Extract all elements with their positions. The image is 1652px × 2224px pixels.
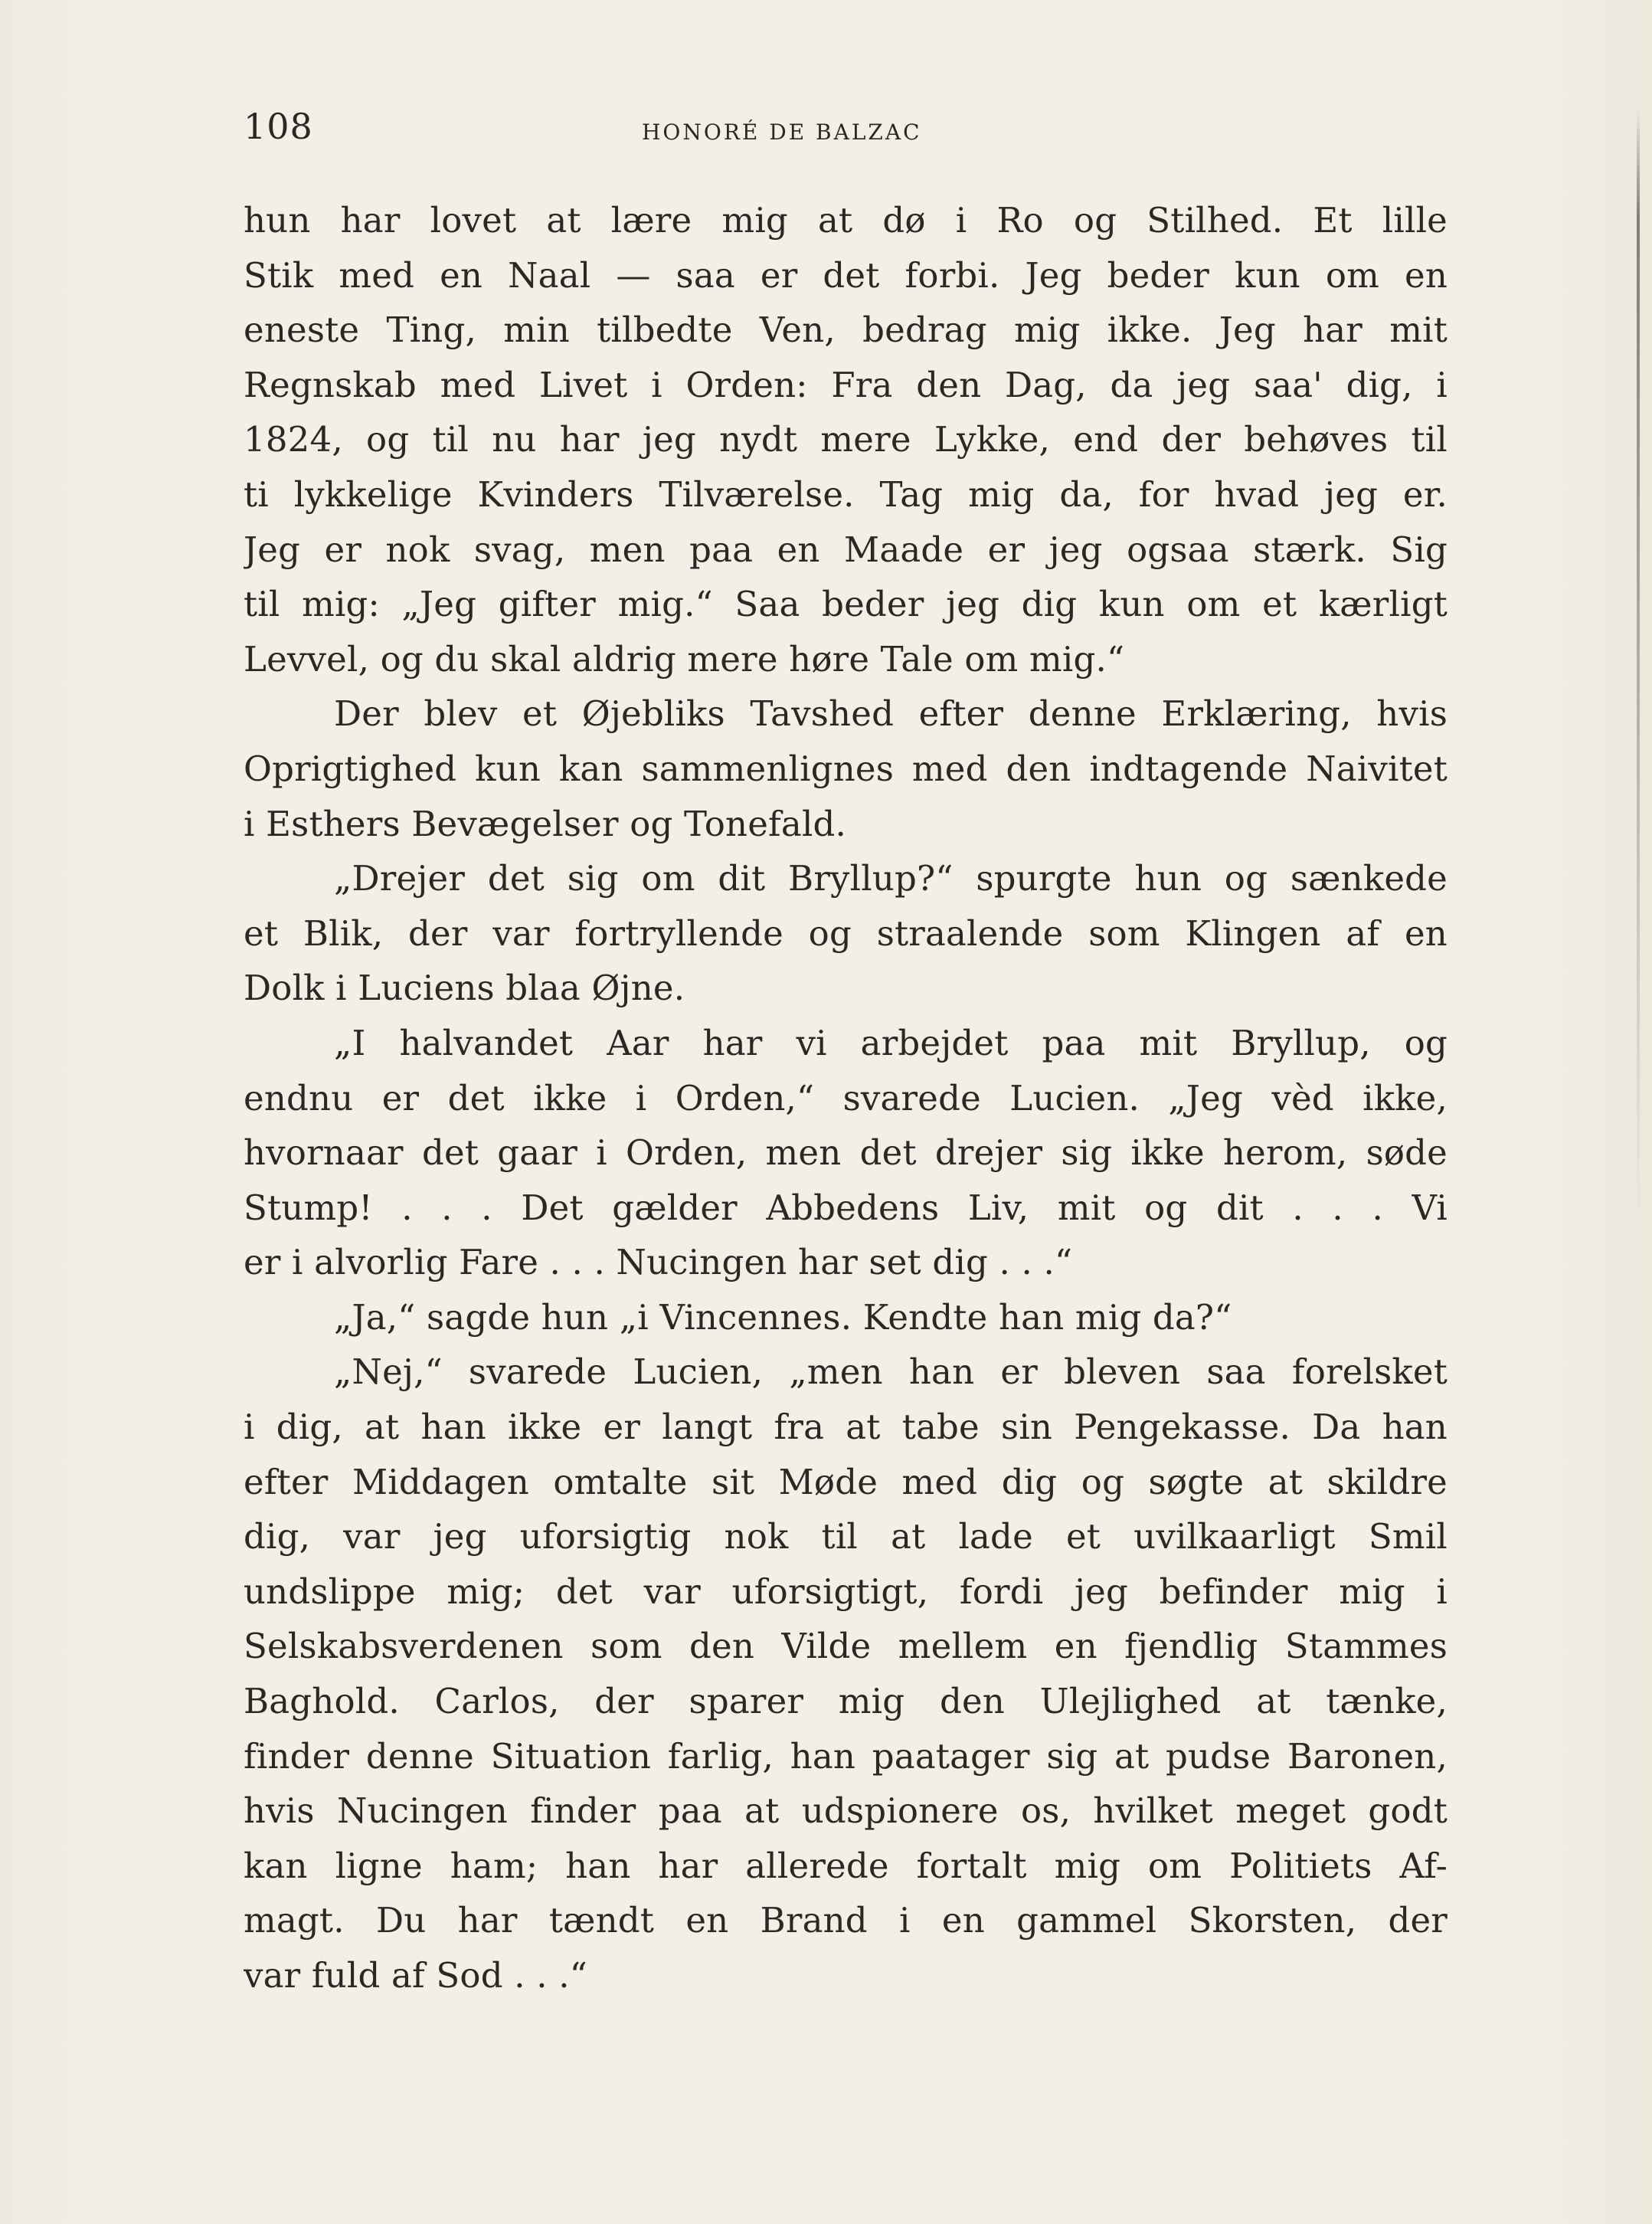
- text-line: efter Middagen omtalte sit Møde med dig og søgte at skildre: [244, 1461, 1448, 1502]
- text-line: et Blik, der var fortryllende og straalende som Klingen af en: [244, 912, 1448, 954]
- text-line: Stump! . . . Det gælder Abbedens Liv, mit og dit . . . Vi: [244, 1187, 1448, 1228]
- text-line: „I halvandet Aar har vi arbejdet paa mit Bryllup, og: [334, 1022, 1448, 1063]
- text-line: Baghold. Carlos, der sparer mig den Ulejlighed at tænke,: [244, 1681, 1448, 1722]
- page-number: 108: [244, 106, 313, 147]
- text-line: Der blev et Øjebliks Tavshed efter denne Erklæring, hvis: [334, 693, 1448, 735]
- text-line: Regnskab med Livet i Orden: Fra den Dag, da jeg saa' dig, i: [244, 364, 1448, 405]
- text-line: 1824, og til nu har jeg nydt mere Lykke, end der behøves til: [244, 419, 1448, 460]
- text-line: endnu er det ikke i Orden,“ svarede Lucien. „Jeg vèd ikke,: [244, 1077, 1448, 1119]
- text-line: ti lykkelige Kvinders Tilværelse. Tag mig da, for hvad jeg er.: [244, 473, 1448, 515]
- text-line: „Nej,“ svarede Lucien, „men han er bleven saa forelsket: [334, 1351, 1448, 1393]
- running-title: HONORÉ DE BALZAC: [642, 120, 922, 145]
- text-line: „Drejer det sig om dit Bryllup?“ spurgte hun og sænkede: [334, 858, 1448, 899]
- text-line: hvornaar det gaar i Orden, men det drejer sig ikke herom, søde: [244, 1132, 1448, 1174]
- text-line: er i alvorlig Fare . . . Nucingen har set dig . . .“: [244, 1242, 1073, 1283]
- text-line: i Esthers Bevægelser og Tonefald.: [244, 803, 847, 844]
- text-line: dig, var jeg uforsigtig nok til at lade et uvilkaarligt Smil: [244, 1516, 1448, 1557]
- text-line: hvis Nucingen finder paa at udspionere os, hvilket meget godt: [244, 1790, 1448, 1832]
- text-line: „Ja,“ sagde hun „i Vincennes. Kendte han mig da?“: [334, 1296, 1232, 1338]
- text-line: i dig, at han ikke er langt fra at tabe sin Pengekasse. Da han: [244, 1407, 1448, 1448]
- page-edge-shadow: [1637, 107, 1640, 1226]
- text-line: var fuld af Sod . . .“: [244, 1955, 587, 1996]
- text-line: Selskabsverdenen som den Vilde mellem en fjendlig Stammes: [244, 1626, 1448, 1667]
- text-line: Jeg er nok svag, men paa en Maade er jeg ogsaa stærk. Sig: [244, 529, 1448, 570]
- text-line: hun har lovet at lære mig at dø i Ro og Stilhed. Et lille: [244, 200, 1448, 241]
- body-text: [244, 193, 1448, 2003]
- text-line: til mig: „Jeg gifter mig.“ Saa beder jeg dig kun om et kærligt: [244, 584, 1448, 625]
- text-line: Oprigtighed kun kan sammenlignes med den indtagende Naivitet: [244, 748, 1448, 789]
- text-line: Levvel, og du skal aldrig mere høre Tale om mig.“: [244, 638, 1125, 680]
- text-line: magt. Du har tændt en Brand i en gammel Skorsten, der: [244, 1900, 1448, 1941]
- text-line: undslippe mig; det var uforsigtigt, fordi jeg befinder mig i: [244, 1571, 1448, 1612]
- text-line: kan ligne ham; han har allerede fortalt mig om Politiets Af-: [244, 1845, 1448, 1886]
- running-head: [244, 106, 1448, 152]
- text-line: eneste Ting, min tilbedte Ven, bedrag mig ikke. Jeg har mit: [244, 310, 1448, 351]
- text-line: Stik med en Naal — saa er det forbi. Jeg beder kun om en: [244, 254, 1448, 296]
- text-line: Dolk i Luciens blaa Øjne.: [244, 968, 685, 1009]
- text-line: finder denne Situation farlig, han paatager sig at pudse Baronen,: [244, 1735, 1448, 1777]
